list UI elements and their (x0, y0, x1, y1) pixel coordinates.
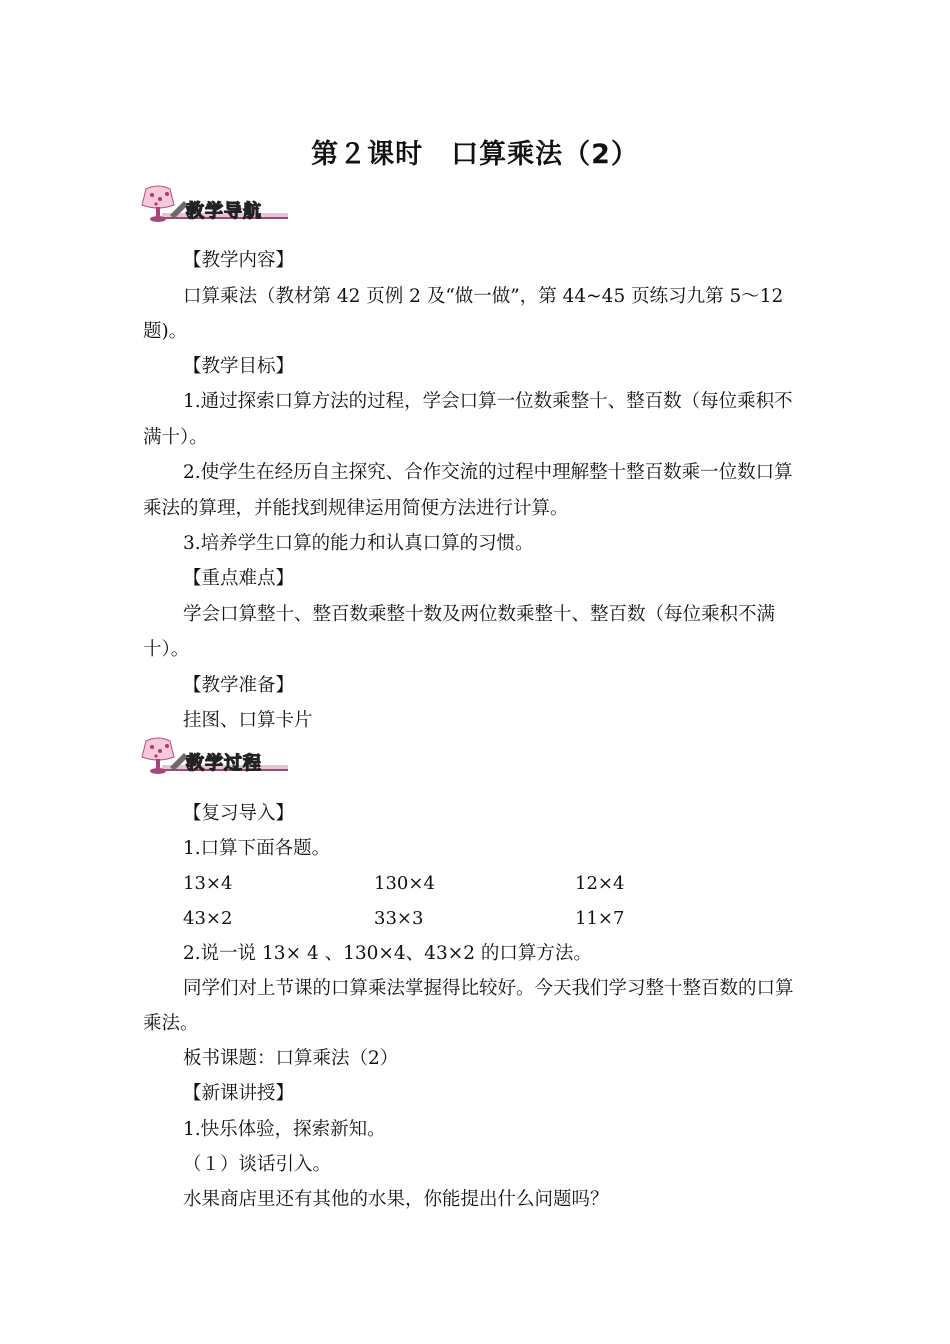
board-title: 板书课题：口算乘法（2） (183, 1048, 399, 1069)
calc-item: 130×4 (374, 873, 435, 894)
review-item-2: 2.说一说 13× 4 、130×4、43×2 的口算方法。 (183, 943, 592, 964)
goal1-line-2: 满十）。 (143, 427, 208, 448)
heading-key-points: 【重点难点】 (183, 568, 295, 589)
calc-item: 33×3 (374, 908, 424, 929)
calc-item: 11×7 (575, 908, 625, 929)
goal2-line-2: 乘法的算理，并能找到规律运用简便方法进行计算。 (143, 498, 569, 519)
intro-line-2: 乘法。 (143, 1013, 199, 1034)
new-sub-1: （１）谈话引入。 (183, 1154, 332, 1175)
section-badge-process (140, 737, 290, 787)
content-line-2: 题)。 (143, 321, 188, 342)
heading-preparation: 【教学准备】 (183, 675, 295, 696)
goal3: 3.培养学生口算的能力和认真口算的习惯。 (183, 533, 534, 554)
key-line-1: 学会口算整十、整百数乘整十数及两位数乘整十、整百数（每位乘积不满 (183, 604, 776, 625)
goal1-line-1: 1.通过探索口算方法的过程，学会口算一位数乘整十、整百数（每位乘积不 (183, 391, 793, 412)
key-line-2: 十）。 (143, 639, 190, 660)
calc-item: 43×2 (183, 908, 233, 929)
preparation-text: 挂图、口算卡片 (183, 710, 313, 731)
content-line-1: 口算乘法（教材第 42 页例 2 及“做一做”，第 44~45 页练习九第 5～12 (183, 286, 784, 307)
badge-label-process: 教学过程 (186, 753, 262, 774)
goal2-line-1: 2.使学生在经历自主探究、合作交流的过程中理解整十整百数乘一位数口算 (183, 462, 793, 483)
heading-review: 【复习导入】 (183, 803, 295, 824)
badge-label-nav: 教学导航 (186, 201, 262, 222)
calc-item: 13×4 (183, 873, 233, 894)
heading-content: 【教学内容】 (183, 250, 295, 271)
heading-new-lesson: 【新课讲授】 (183, 1083, 295, 1104)
question-text: 水果商店里还有其他的水果，你能提出什么问题吗？ (183, 1189, 609, 1210)
new-item-1: 1.快乐体验，探索新知。 (183, 1119, 386, 1140)
section-badge-nav (140, 185, 290, 235)
intro-line-1: 同学们对上节课的口算乘法掌握得比较好。今天我们学习整十整百数的口算 (183, 978, 794, 999)
review-item-1: 1.口算下面各题。 (183, 838, 331, 859)
page-title: 第２课时 口算乘法（2） (311, 139, 639, 170)
calc-item: 12×4 (575, 873, 625, 894)
heading-goals: 【教学目标】 (183, 356, 295, 377)
